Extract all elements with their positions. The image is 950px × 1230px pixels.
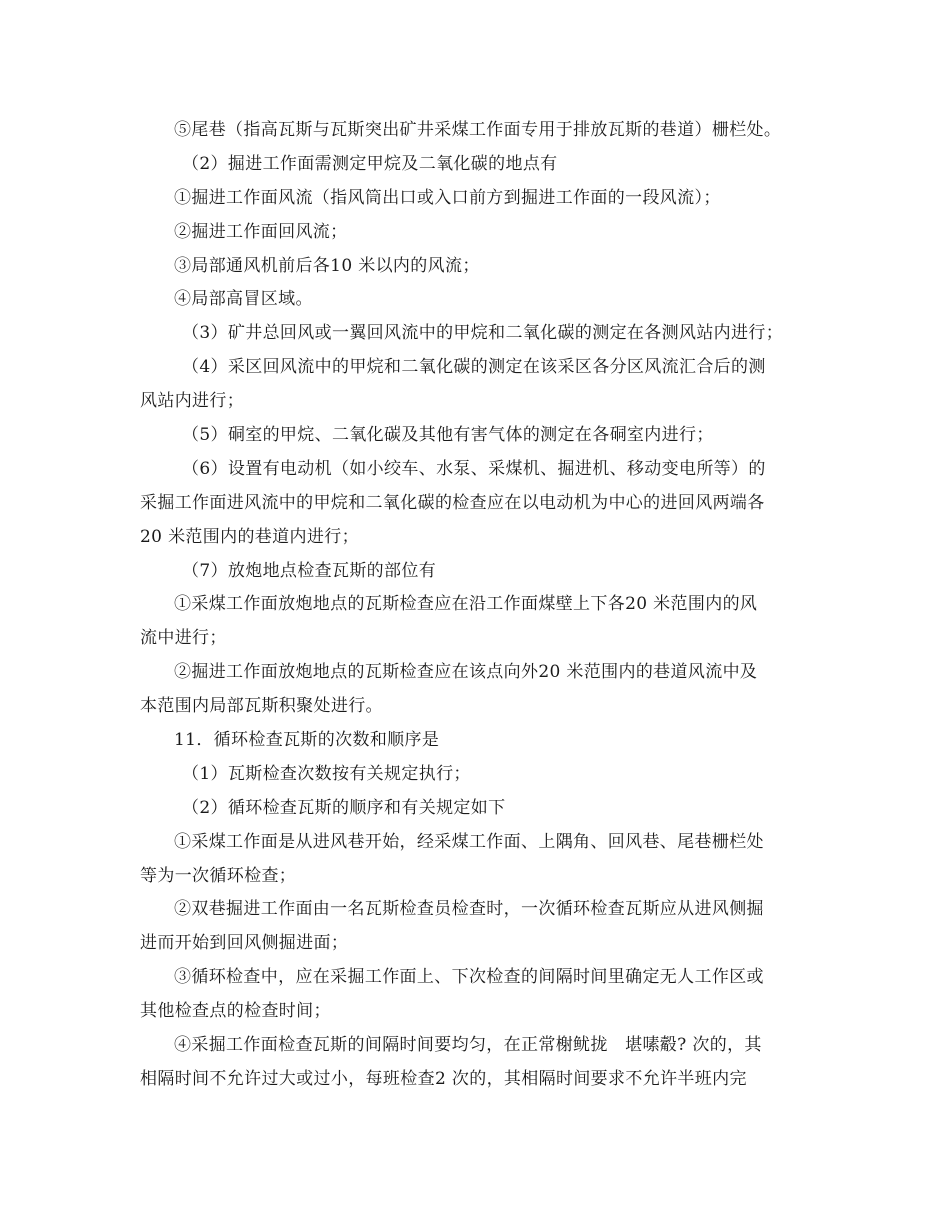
paragraph-line: ④局部高冒区域。 — [174, 289, 313, 310]
body-text — [140, 114, 816, 1097]
paragraph-line: 20 米范围内的巷道内进行； — [140, 526, 359, 547]
paragraph-line: （2）循环检查瓦斯的顺序和有关规定如下 — [182, 797, 506, 818]
paragraph-line: ②掘进工作面放炮地点的瓦斯检查应在该点向外20 米范围内的巷道风流中及 — [174, 662, 758, 683]
paragraph-line: ④采掘工作面检查瓦斯的间隔时间要均匀，在正常榭鱿拢 堪嗉觳? 次的，其 — [174, 1035, 762, 1056]
paragraph-line: （2）掘进工作面需测定甲烷及二氧化碳的地点有 — [182, 153, 558, 174]
paragraph-line: 流中进行； — [140, 628, 227, 649]
paragraph-line: ③循环检查中，应在采掘工作面上、下次检查的间隔时间里确定无人工作区或 — [174, 967, 764, 988]
paragraph-line: ②双巷掘进工作面由一名瓦斯检查员检查时，一次循环检查瓦斯应从进风侧掘 — [174, 899, 764, 920]
paragraph-line: （7）放炮地点检查瓦斯的部位有 — [182, 560, 437, 581]
paragraph-line: 相隔时间不允许过大或过小，每班检查2 次的，其相隔时间要求不允许半班内完 — [140, 1068, 747, 1089]
paragraph-line: （4）采区回风流中的甲烷和二氧化碳的测定在该采区各分区风流汇合后的测 — [182, 357, 766, 378]
paragraph-line: ①采煤工作面放炮地点的瓦斯检查应在沿工作面煤壁上下各20 米范围内的风 — [174, 594, 758, 615]
paragraph-line: 进而开始到回风侧掘进面； — [140, 933, 349, 954]
paragraph-line: ①采煤工作面是从进风巷开始，经采煤工作面、上隅角、回风巷、尾巷栅栏处 — [174, 831, 764, 852]
paragraph-line: ②掘进工作面回风流； — [174, 221, 348, 242]
section-heading: 11．循环检查瓦斯的次数和顺序是 — [174, 730, 440, 751]
paragraph-line: （6）设置有电动机（如小绞车、水泵、采煤机、掘进机、移动变电所等）的 — [182, 458, 766, 479]
paragraph-line: 等为一次循环检查； — [140, 865, 297, 886]
paragraph-line: ⑤尾巷（指高瓦斯与瓦斯突出矿井采煤工作面专用于排放瓦斯的巷道）栅栏处。 — [174, 120, 782, 140]
paragraph-line: 采掘工作面进风流中的甲烷和二氧化碳的检查应在以电动机为中心的进回风两端各 — [140, 492, 765, 513]
paragraph-line: 其他检查点的检查时间； — [140, 1001, 331, 1022]
paragraph-line: ①掘进工作面风流（指风筒出口或入口前方到掘进工作面的一段风流）； — [174, 187, 721, 208]
paragraph-line: （5）硐室的甲烷、二氧化碳及其他有害气体的测定在各硐室内进行； — [182, 425, 714, 446]
paragraph-line: 风站内进行； — [140, 391, 245, 412]
paragraph-line: （1）瓦斯检查次数按有关规定执行； — [182, 763, 471, 784]
paragraph-line: ③局部通风机前后各10 米以内的风流； — [174, 255, 480, 276]
paragraph-line: （3）矿井总回风或一翼回风流中的甲烷和二氧化碳的测定在各测风站内进行； — [182, 323, 784, 344]
paragraph-line: 本范围内局部瓦斯积聚处进行。 — [140, 696, 383, 717]
